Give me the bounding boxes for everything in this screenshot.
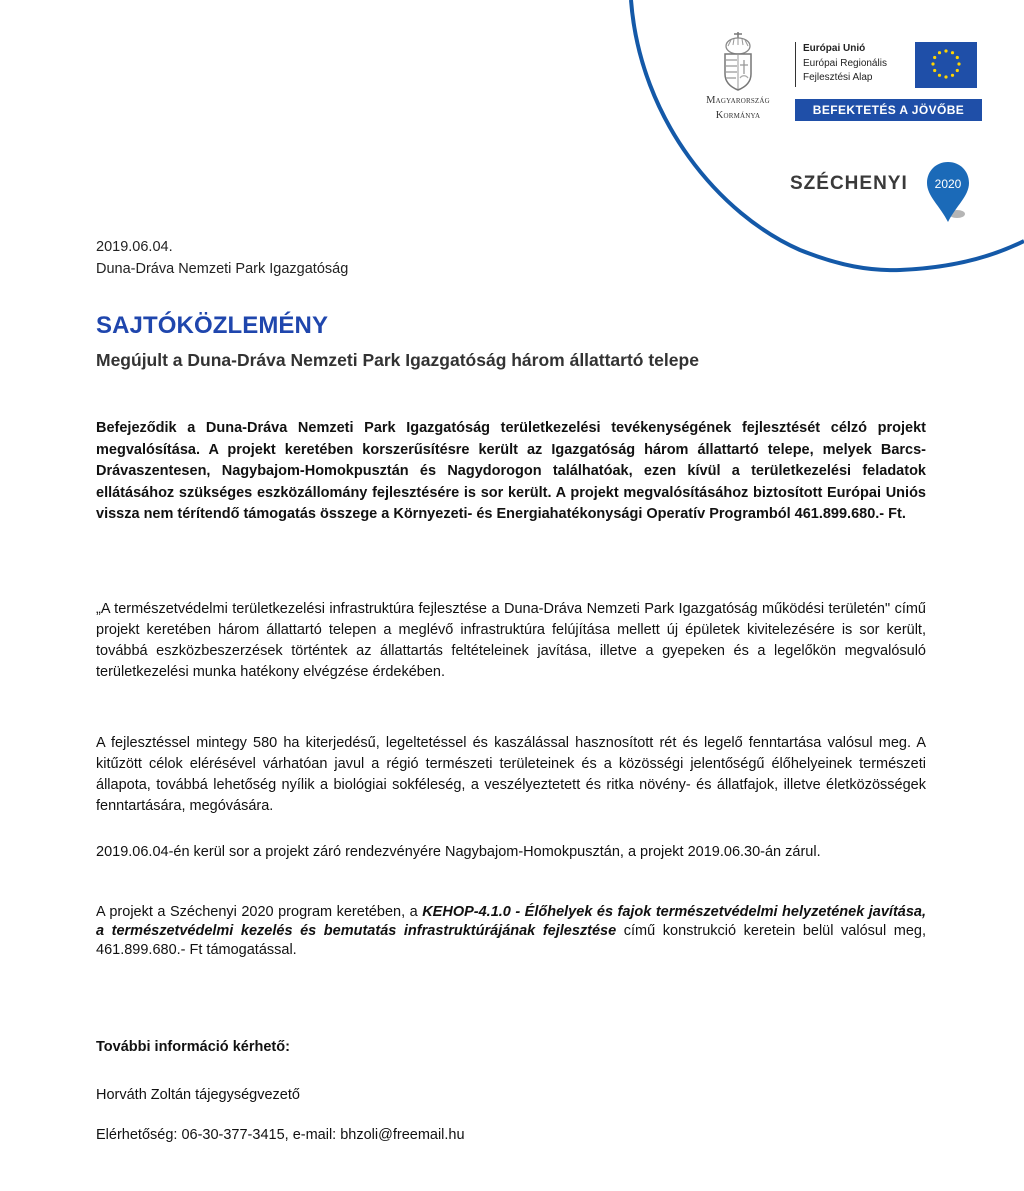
eu-flag-icon: [915, 42, 977, 88]
document-meta: [96, 236, 348, 280]
funding-program-name: KEHOP-4.1.0 - Élőhelyek és fajok természetvédelmi helyzetének javítása, a természetvédelmi kezelés és bemutatás infrastruktúrájának fejlesztése: [96, 904, 926, 939]
eu-fund-text: [795, 42, 887, 87]
szechenyi-year: 2020: [934, 177, 962, 191]
eu-line-2: Európai Regionális: [803, 57, 887, 69]
paragraph-outcomes: A fejlesztéssel mintegy 580 ha kiterjedésű, legeltetéssel és kaszálással hasznosított rét és legelő fenntartása valósul meg. A kitűzött célok elérésével várhatóan javul a régió természeti területeinek és a közösségi jelentőségű élőhelyeinek természeti állapota, továbbá lehetőség nyílik a biológiai sokféleség, a veszélyeztetett és ritka növény- és állatfajok, illetve életközösségek fenntartására, megóvására.: [96, 735, 926, 814]
hungarian-coat-of-arms-icon: [721, 30, 755, 92]
map-pin-icon: [924, 160, 972, 224]
paragraph-funding: [96, 903, 926, 960]
eu-line-1: Európai Unió: [803, 43, 866, 54]
page-title: SAJTÓKÖZLEMÉNY: [96, 312, 329, 339]
paragraph-project-description: „A természetvédelmi területkezelési infrastruktúra fejlesztése a Duna-Dráva Nemzeti Park Igazgatóság működési területén" című projekt keretében három állattartó telepen a meglévő infrastruktúra felújítása mellett új épületek kivitelezésére is sor került, továbbá eszközbeszerzések történtek az állattartás feltételeinek javítása, illetve a gyepeken és a legelőkön megvalósuló területkezelési munka hatékony elvégzése érdekében.: [96, 601, 926, 680]
government-name-line2: Kormánya: [715, 110, 761, 121]
eu-banner: BEFEKTETÉS A JÖVŐBE: [795, 99, 982, 121]
contact-name: Horváth Zoltán tájegységvezető: [96, 1087, 300, 1103]
funding-text-before: A projekt a Széchenyi 2020 program keretében, a: [96, 904, 423, 920]
paragraph-closing-event: 2019.06.04-én kerül sor a projekt záró rendezvényére Nagybajom-Homokpusztán, a projekt 2019.06.30-án zárul.: [96, 844, 821, 860]
szechenyi-2020-logo: [790, 160, 980, 220]
funding-text-after: című konstrukció keretein belül valósul meg, 461.899.680.- Ft támogatással.: [96, 923, 926, 958]
document-date: 2019.06.04.: [96, 239, 173, 255]
contact-heading: További információ kérhető:: [96, 1039, 290, 1055]
page-subtitle: Megújult a Duna-Dráva Nemzeti Park Igazgatóság három állattartó telepe: [96, 350, 699, 370]
contact-info: Elérhetőség: 06-30-377-3415, e-mail: bhzoli@freemail.hu: [96, 1127, 465, 1143]
government-logo: [688, 30, 788, 122]
szechenyi-word: SZÉCHENYI: [790, 173, 908, 194]
eu-line-3: Fejlesztési Alap: [803, 72, 873, 83]
document-organization: Duna-Dráva Nemzeti Park Igazgatóság: [96, 261, 349, 277]
lead-paragraph: Befejeződik a Duna-Dráva Nemzeti Park Igazgatóság területkezelési tevékenységének fejlesztését célzó projekt megvalósítása. A projekt keretében korszerűsítésre került az Igazgatóság három állattartó telepe, melyek Barcs-Drávaszentesen, Nagybajom-Homokpusztán és Nagydorogon találhatóak, ezen kívül a területkezelési feladatok ellátásához szükséges eszközállomány fejlesztésére is sor került. A projekt megvalósításához biztosított Európai Uniós vissza nem térítendő támogatás összege a Környezeti- és Energiahatékonysági Operatív Programból 461.899.680.- Ft.: [96, 420, 926, 522]
government-name-line1: Magyarország: [706, 95, 770, 106]
